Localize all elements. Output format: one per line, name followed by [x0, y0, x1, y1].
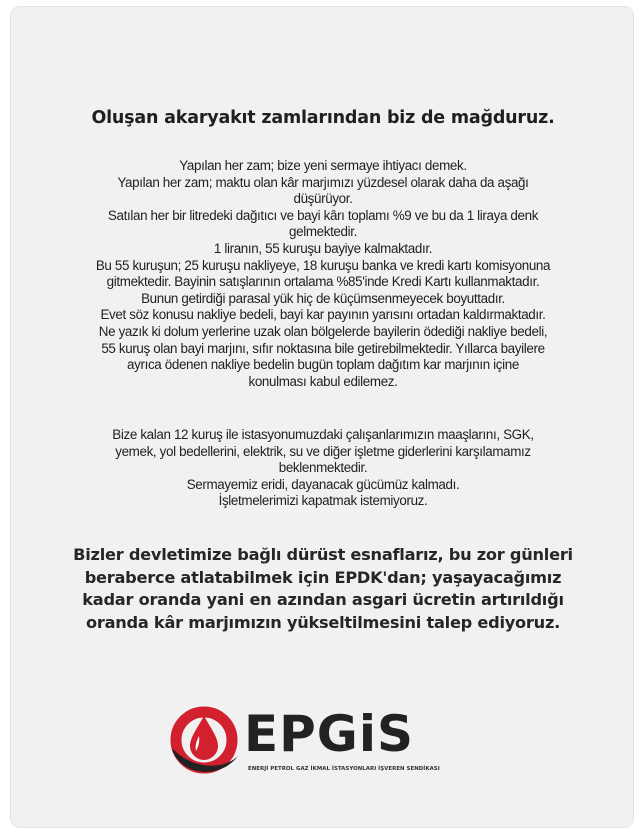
text-line: ayrıca ödenen nakliye bedelin bugün toplam dağıtım kar marjının içine: [127, 357, 519, 373]
headline: Oluşan akaryakıt zamlarından biz de mağduruz.: [91, 108, 555, 128]
text-line: 55 kuruş olan bayi marjını, sıfır noktasına bile getirebilmektedir. Yıllarca bayilere: [101, 340, 545, 356]
text-line: 1 liranın, 55 kuruşu bayiye kalmaktadır.: [213, 240, 433, 256]
text-line: düşürüyor.: [293, 191, 353, 207]
text-line: Bu 55 kuruşun; 25 kuruşu nakliyeye, 18 kuruşu banka ve kredi kartı komisyonuna: [95, 257, 551, 273]
announcement-card: [10, 6, 634, 828]
text-line: İşletmelerimizi kapatmak istemiyoruz.: [218, 493, 428, 509]
text-line: gelmektedir.: [289, 224, 357, 240]
logo-wordmark: EPGiS: [244, 705, 414, 763]
text-line: Ne yazık ki dolum yerlerine uzak olan bölgelerde bayilerin ödediği nakliye bedeli,: [98, 323, 548, 339]
text-line: Yapılan her zam; maktu olan kâr marjımızı yüzdesel olarak daha da aşağı: [117, 174, 529, 190]
text-line: yemek, yol bedellerini, elektrik, su ve diğer işletme giderlerini karşılamamız: [115, 443, 531, 459]
text-line: Yapılan her zam; bize yeni sermaye ihtiyacı demek.: [179, 158, 467, 173]
text-line: Bunun getirdiği parasal yük hiç de küçümsenmeyecek boyuttadır.: [141, 290, 505, 306]
text-line: Sermayemiz eridi, dayanacak gücümüz kalmadı.: [186, 476, 460, 492]
paragraph-remaining: [31, 427, 615, 510]
text-line: Bize kalan 12 kuruş ile istasyonumuzdaki çalışanlarımızın maaşlarını, SGK,: [112, 427, 534, 442]
text-line: beklenmektedir.: [278, 460, 368, 476]
logo-subtitle: ENERJİ PETROL GAZ İKMAL İSTASYONLARI İŞVEREN SENDİKASI: [248, 766, 440, 772]
text-line: kadar oranda yani en azından asgari ücretin artırıldığı: [82, 590, 564, 610]
demand-statement: [21, 544, 625, 634]
text-line: oranda kâr marjımızın yükseltilmesini talep ediyoruz.: [85, 612, 561, 632]
flame-drop-icon: [166, 704, 246, 784]
text-line: beraberce atlatabilmek için EPDK'dan; yaşayacağımız: [84, 567, 562, 587]
text-line: Evet söz konusu nakliye bedeli, bayi kar payının yarısını ortadan kaldırmaktadır.: [100, 307, 546, 323]
paragraph-costs: [31, 158, 615, 390]
epgis-logo: [166, 704, 476, 784]
text-line: konulması kabul edilemez.: [248, 373, 398, 389]
text-line: Bizler devletimize bağlı dürüst esnaflarız, bu zor günleri: [73, 545, 573, 564]
text-line: Satılan her bir litredeki dağıtıcı ve bayi kârı toplamı %9 ve bu da 1 liraya denk: [107, 207, 539, 223]
text-line: gitmektedir. Bayinin satışlarının ortalama %85'inde Kredi Kartı kullanmaktadır.: [106, 274, 540, 290]
